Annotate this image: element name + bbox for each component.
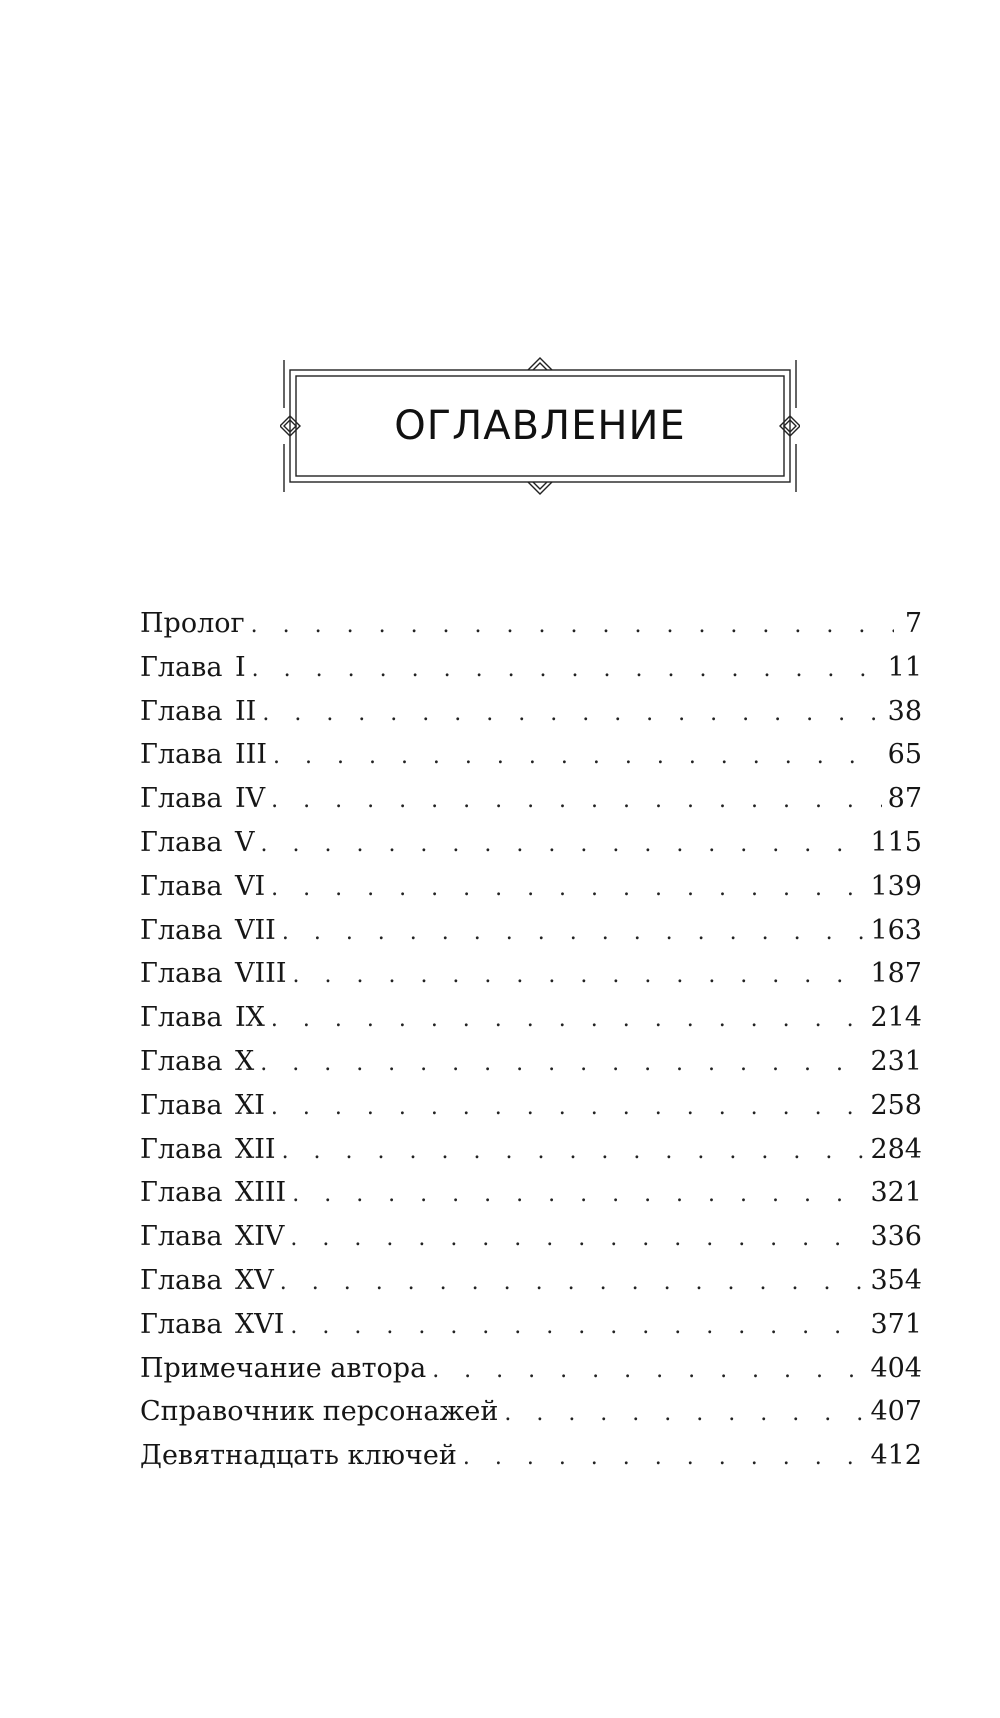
table-of-contents bbox=[140, 608, 922, 1484]
toc-chapter-number: II bbox=[235, 695, 257, 727]
toc-page-number: 258 bbox=[870, 1089, 922, 1121]
toc-entry bbox=[140, 1046, 922, 1090]
toc-page-number: 7 bbox=[904, 608, 922, 639]
toc-chapter-word: Глава bbox=[140, 1002, 223, 1034]
toc-chapter-word: Глава bbox=[140, 651, 223, 683]
toc-page-number: 231 bbox=[870, 1045, 922, 1077]
dot-leader bbox=[504, 1401, 864, 1426]
toc-entry bbox=[140, 1440, 922, 1484]
toc-entry bbox=[140, 1177, 922, 1221]
toc-page-number: 163 bbox=[870, 914, 922, 946]
toc-page-number: 87 bbox=[887, 783, 922, 815]
dot-leader bbox=[271, 788, 881, 813]
toc-chapter-label bbox=[140, 739, 267, 770]
toc-chapter-label bbox=[140, 827, 255, 858]
toc-entry-label: Примечание автора bbox=[140, 1352, 427, 1384]
toc-entry bbox=[140, 827, 922, 871]
dot-leader bbox=[432, 1358, 864, 1383]
toc-chapter-number: VIII bbox=[235, 958, 287, 990]
toc-chapter-word: Глава bbox=[140, 870, 223, 902]
toc-page-number: 354 bbox=[870, 1264, 922, 1296]
dot-leader bbox=[282, 920, 865, 945]
toc-page-number: 371 bbox=[870, 1308, 922, 1340]
toc-chapter-number: XIII bbox=[235, 1177, 287, 1209]
toc-chapter-label bbox=[140, 783, 265, 814]
toc-entry bbox=[140, 1090, 922, 1134]
dot-leader bbox=[273, 744, 882, 769]
toc-entry bbox=[140, 696, 922, 740]
toc-chapter-label bbox=[140, 1002, 265, 1033]
toc-chapter-word: Глава bbox=[140, 739, 223, 771]
toc-chapter-label bbox=[140, 871, 265, 902]
toc-page-number: 407 bbox=[870, 1396, 922, 1428]
dot-leader bbox=[262, 701, 881, 726]
toc-chapter-word: Глава bbox=[140, 1089, 223, 1121]
toc-chapter-label bbox=[140, 1134, 276, 1165]
toc-chapter-number: IV bbox=[235, 783, 266, 815]
toc-chapter-number: VI bbox=[235, 870, 266, 902]
toc-chapter-label bbox=[140, 1046, 254, 1077]
toc-entry bbox=[140, 783, 922, 827]
toc-page-number: 404 bbox=[870, 1352, 922, 1384]
dot-leader bbox=[271, 1095, 865, 1120]
toc-page-number: 321 bbox=[870, 1177, 922, 1209]
toc-chapter-number: VII bbox=[235, 914, 276, 946]
toc-entry bbox=[140, 652, 922, 696]
toc-entry-label: Девятнадцать ключей bbox=[140, 1440, 457, 1472]
toc-chapter-word: Глава bbox=[140, 1308, 223, 1340]
toc-chapter-label bbox=[140, 696, 256, 727]
toc-chapter-label bbox=[140, 1090, 265, 1121]
toc-chapter-word: Глава bbox=[140, 1177, 223, 1209]
toc-page-number: 65 bbox=[887, 739, 922, 771]
toc-entry bbox=[140, 871, 922, 915]
toc-chapter-word: Глава bbox=[140, 914, 223, 946]
dot-leader bbox=[260, 1051, 864, 1076]
toc-entry bbox=[140, 608, 922, 652]
toc-chapter-word: Глава bbox=[140, 958, 223, 990]
title-frame bbox=[280, 356, 800, 496]
dot-leader bbox=[290, 1314, 864, 1339]
dot-leader bbox=[463, 1445, 865, 1470]
toc-page-number: 284 bbox=[870, 1133, 922, 1165]
toc-entry bbox=[140, 739, 922, 783]
toc-chapter-number: III bbox=[235, 739, 267, 771]
toc-chapter-word: Глава bbox=[140, 695, 223, 727]
toc-page-number: 139 bbox=[870, 870, 922, 902]
toc-entry bbox=[140, 1002, 922, 1046]
toc-entry bbox=[140, 1265, 922, 1309]
toc-chapter-word: Глава bbox=[140, 1264, 223, 1296]
toc-entry bbox=[140, 958, 922, 1002]
toc-chapter-label bbox=[140, 1177, 286, 1208]
toc-chapter-word: Глава bbox=[140, 1045, 223, 1077]
toc-chapter-number: XVI bbox=[235, 1308, 285, 1340]
toc-entry bbox=[140, 1134, 922, 1178]
toc-page-number: 38 bbox=[887, 695, 922, 727]
toc-chapter-label bbox=[140, 1309, 284, 1340]
dot-leader bbox=[261, 832, 865, 857]
toc-page-number: 214 bbox=[870, 1002, 922, 1034]
dot-leader bbox=[290, 1226, 864, 1251]
toc-entry bbox=[140, 1221, 922, 1265]
toc-entry-label: Справочник персонажей bbox=[140, 1396, 499, 1428]
toc-chapter-number: IX bbox=[235, 1002, 265, 1034]
toc-entry bbox=[140, 1309, 922, 1353]
toc-chapter-label bbox=[140, 958, 287, 989]
toc-page-number: 11 bbox=[887, 651, 922, 683]
toc-chapter-label bbox=[140, 1221, 284, 1252]
toc-chapter-word: Глава bbox=[140, 826, 223, 858]
toc-page-number: 412 bbox=[870, 1440, 922, 1472]
toc-chapter-label bbox=[140, 652, 246, 683]
page-title: ОГЛАВЛЕНИЕ bbox=[394, 403, 686, 449]
dot-leader bbox=[271, 1007, 865, 1032]
toc-page-number: 336 bbox=[870, 1221, 922, 1253]
toc-chapter-number: V bbox=[235, 826, 255, 858]
toc-chapter-number: XI bbox=[235, 1089, 265, 1121]
toc-entry bbox=[140, 1396, 922, 1440]
dot-leader bbox=[280, 1270, 865, 1295]
toc-chapter-word: Глава bbox=[140, 1133, 223, 1165]
toc-entry bbox=[140, 1353, 922, 1397]
dot-leader bbox=[293, 963, 865, 988]
dot-leader bbox=[292, 1182, 864, 1207]
toc-chapter-word: Глава bbox=[140, 783, 223, 815]
toc-chapter-number: XIV bbox=[235, 1221, 285, 1253]
toc-chapter-number: XV bbox=[235, 1264, 274, 1296]
toc-page-number: 187 bbox=[870, 958, 922, 990]
dot-leader bbox=[271, 876, 864, 901]
toc-entry bbox=[140, 915, 922, 959]
toc-chapter-label bbox=[140, 1265, 274, 1296]
toc-chapter-word: Глава bbox=[140, 1221, 223, 1253]
dot-leader bbox=[282, 1139, 865, 1164]
dot-leader bbox=[251, 613, 894, 638]
toc-chapter-number: I bbox=[235, 651, 246, 683]
dot-leader bbox=[252, 657, 882, 682]
toc-entry-label: Пролог bbox=[140, 608, 245, 639]
toc-chapter-number: X bbox=[235, 1045, 255, 1077]
toc-page-number: 115 bbox=[870, 826, 922, 858]
toc-chapter-number: XII bbox=[235, 1133, 276, 1165]
toc-chapter-label bbox=[140, 915, 276, 946]
